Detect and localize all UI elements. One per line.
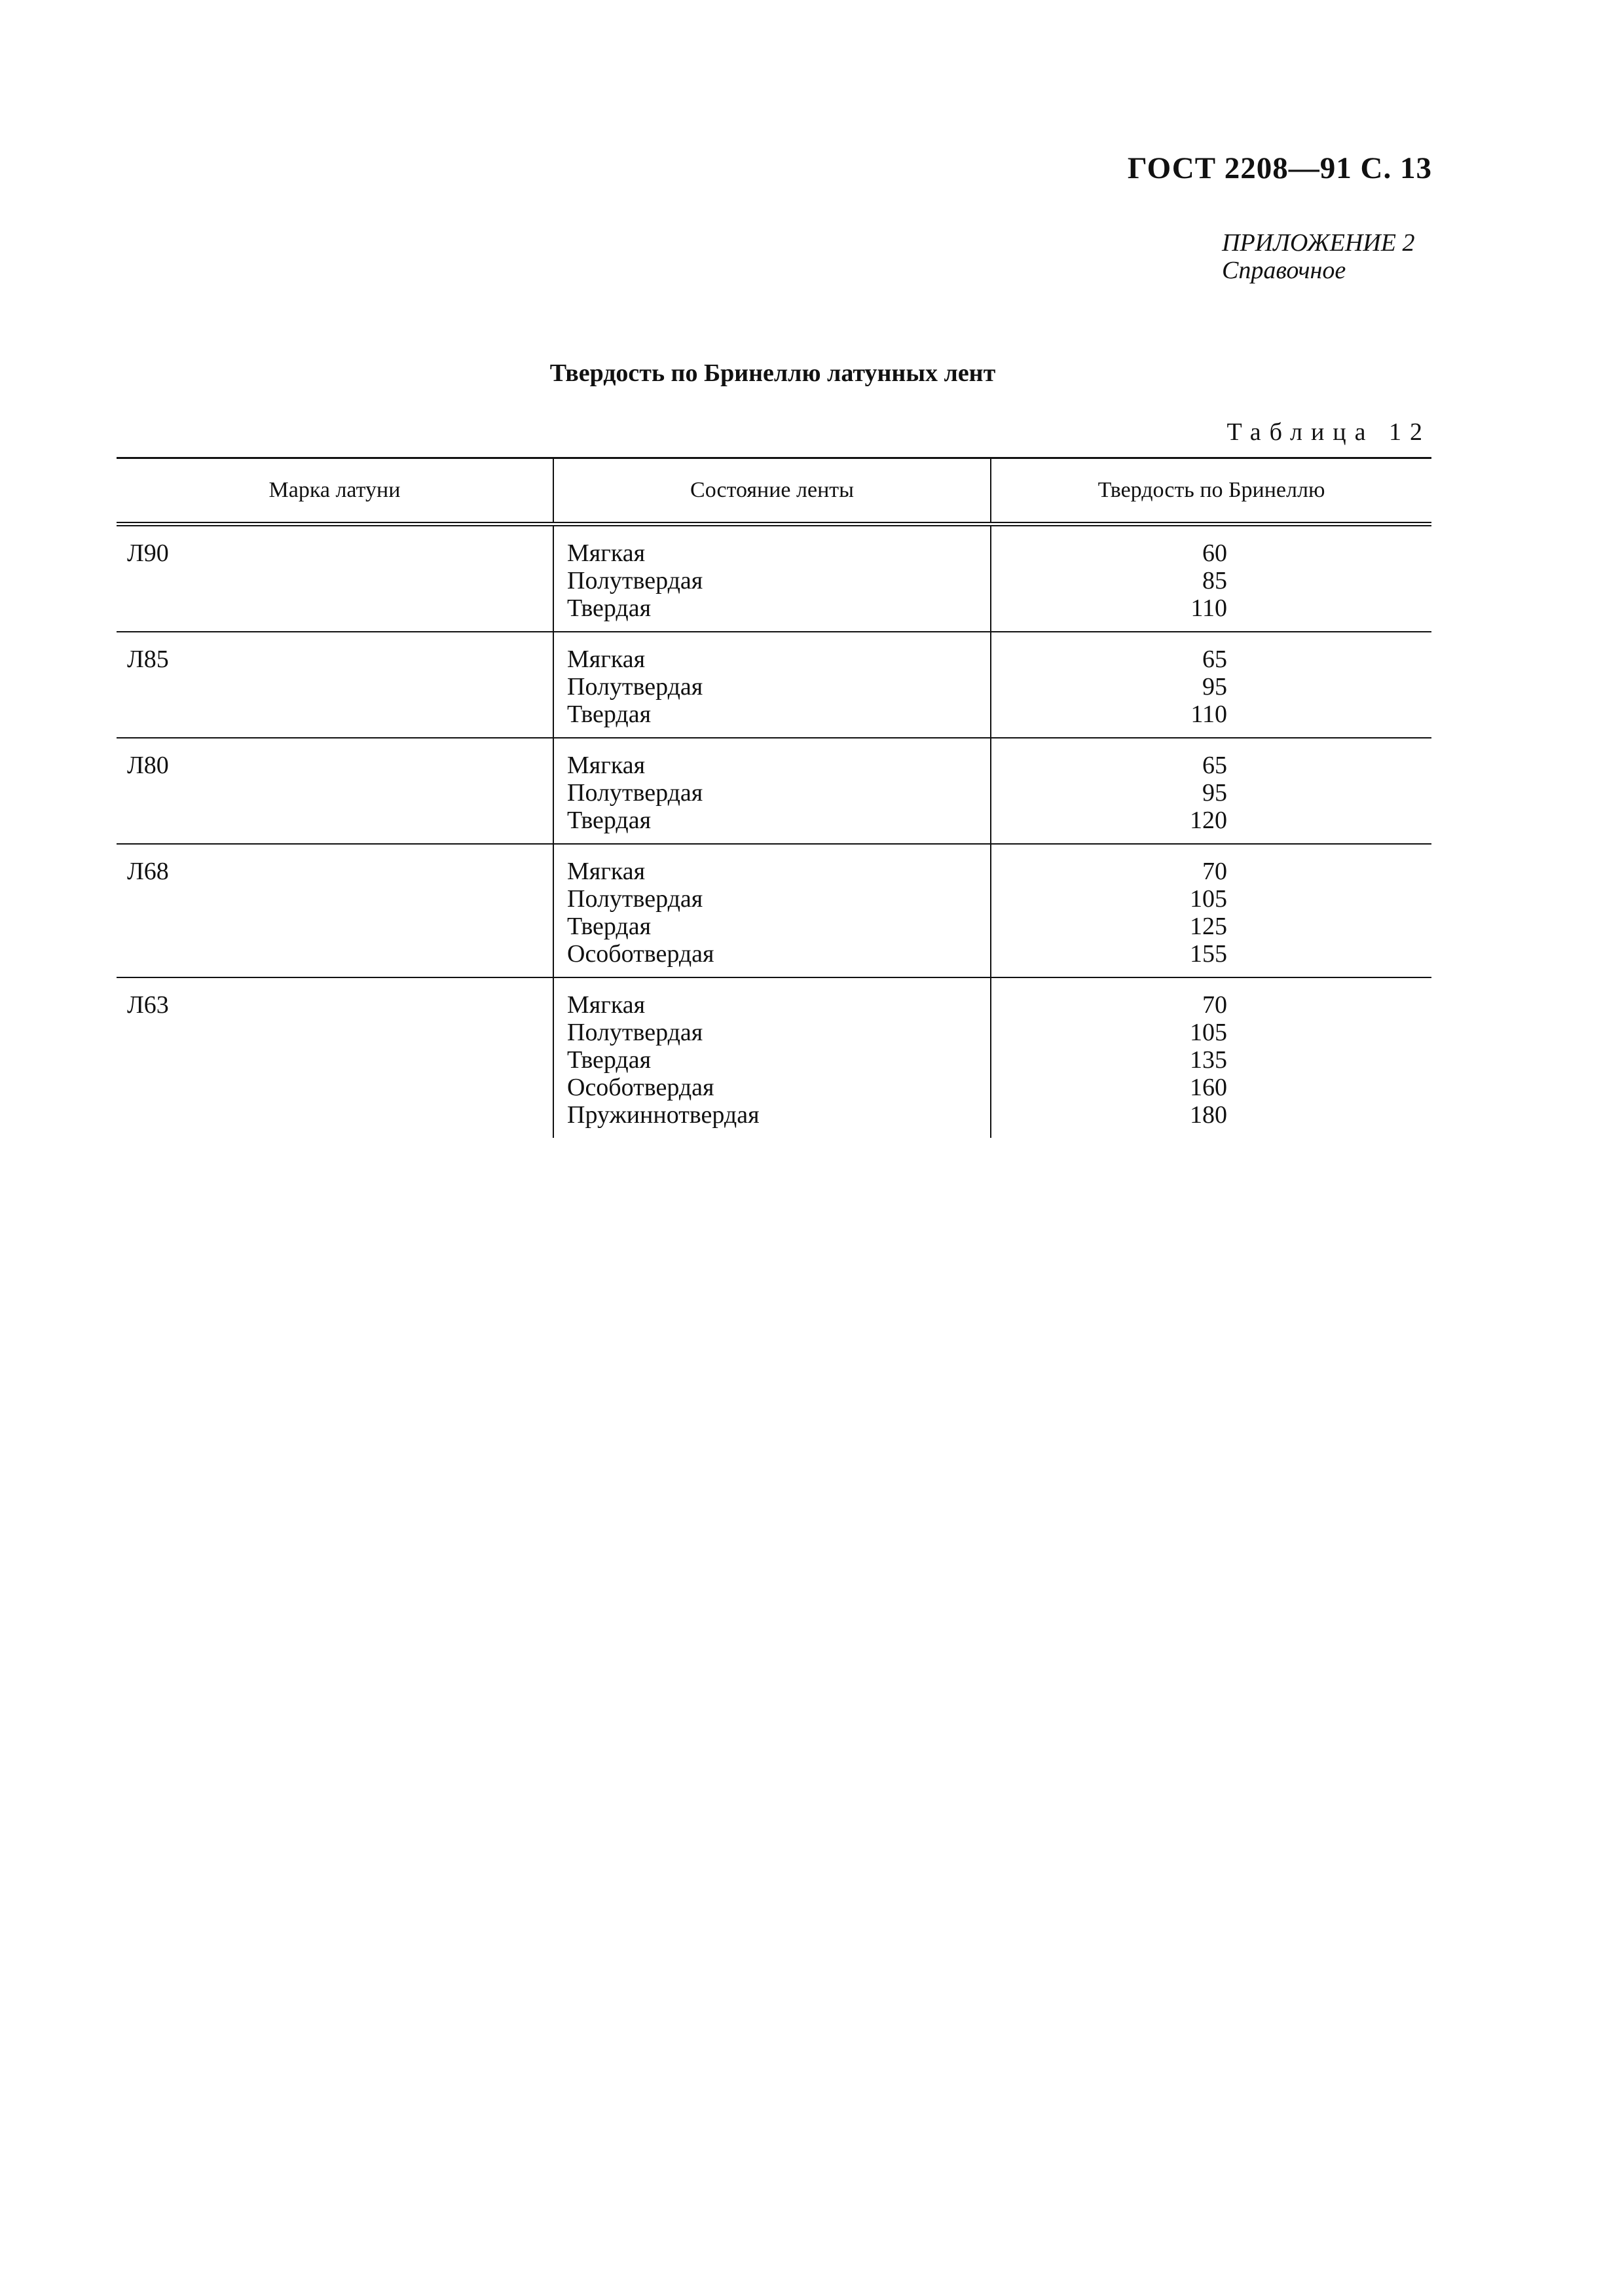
column-header-state: Состояние ленты bbox=[554, 459, 991, 522]
hardness-value-cell bbox=[991, 526, 1431, 631]
strip-state: Мягкая bbox=[567, 539, 646, 567]
hardness-value: 110 bbox=[1190, 594, 1227, 622]
strip-state: Мягкая bbox=[567, 991, 646, 1019]
hardness-value: 70 bbox=[1202, 858, 1227, 885]
hardness-value: 65 bbox=[1202, 646, 1227, 673]
table-row bbox=[117, 526, 1431, 632]
hardness-value: 95 bbox=[1202, 779, 1227, 807]
brass-grade-cell: Л68 bbox=[117, 845, 554, 977]
strip-state: Мягкая bbox=[567, 858, 646, 885]
strip-state: Особотвердая bbox=[567, 1074, 714, 1101]
table-title: Твердость по Бринеллю латунных лент bbox=[549, 359, 996, 387]
strip-state: Твердая bbox=[567, 807, 652, 834]
strip-state-cell bbox=[554, 526, 991, 631]
hardness-value: 155 bbox=[1190, 940, 1227, 968]
strip-state: Мягкая bbox=[567, 646, 646, 673]
hardness-value: 125 bbox=[1190, 913, 1227, 940]
hardness-value: 120 bbox=[1190, 807, 1227, 834]
strip-state-cell bbox=[554, 632, 991, 737]
brass-grade-cell: Л63 bbox=[117, 978, 554, 1138]
hardness-value: 85 bbox=[1202, 567, 1227, 594]
strip-state: Полутвердая bbox=[567, 885, 703, 913]
strip-state: Особотвердая bbox=[567, 940, 714, 968]
strip-state: Полутвердая bbox=[567, 567, 703, 594]
strip-state: Пружиннотвердая bbox=[567, 1101, 760, 1129]
strip-state: Твердая bbox=[567, 913, 652, 940]
table-row bbox=[117, 845, 1431, 978]
table-row bbox=[117, 978, 1431, 1138]
hardness-value: 135 bbox=[1190, 1046, 1227, 1074]
column-header-grade: Марка латуни bbox=[117, 459, 554, 522]
strip-state: Твердая bbox=[567, 701, 652, 728]
hardness-value: 95 bbox=[1202, 673, 1227, 701]
strip-state: Твердая bbox=[567, 1046, 652, 1074]
strip-state: Твердая bbox=[567, 594, 652, 622]
hardness-value: 110 bbox=[1190, 701, 1227, 728]
brass-grade-cell: Л85 bbox=[117, 632, 554, 737]
hardness-value: 105 bbox=[1190, 1019, 1227, 1046]
document-code: ГОСТ 2208—91 С. 13 bbox=[1127, 151, 1432, 185]
hardness-value: 65 bbox=[1202, 752, 1227, 779]
strip-state: Полутвердая bbox=[567, 673, 703, 701]
table-header bbox=[117, 457, 1431, 526]
table-row bbox=[117, 632, 1431, 738]
brass-grade-cell: Л90 bbox=[117, 526, 554, 631]
appendix-label: ПРИЛОЖЕНИЕ 2 bbox=[1222, 229, 1415, 257]
strip-state-cell bbox=[554, 978, 991, 1138]
column-header-hardness: Твердость по Бринеллю bbox=[1097, 478, 1325, 502]
strip-state: Полутвердая bbox=[567, 1019, 703, 1046]
hardness-value: 160 bbox=[1190, 1074, 1227, 1101]
hardness-value-cell bbox=[991, 632, 1431, 737]
strip-state-cell bbox=[554, 738, 991, 843]
hardness-value-cell bbox=[991, 978, 1431, 1138]
strip-state-cell bbox=[554, 845, 991, 977]
table-row bbox=[117, 738, 1431, 845]
table-body bbox=[117, 526, 1431, 1138]
strip-state: Полутвердая bbox=[567, 779, 703, 807]
hardness-value: 60 bbox=[1202, 539, 1227, 567]
appendix-block bbox=[1222, 229, 1414, 284]
strip-state: Мягкая bbox=[567, 752, 646, 779]
hardness-value: 105 bbox=[1190, 885, 1227, 913]
table-number: Таблица 12 bbox=[1226, 418, 1431, 446]
hardness-value: 70 bbox=[1202, 991, 1227, 1019]
hardness-value: 180 bbox=[1190, 1101, 1227, 1129]
hardness-table bbox=[117, 457, 1431, 1138]
appendix-type: Справочное bbox=[1222, 257, 1346, 284]
hardness-value-cell bbox=[991, 845, 1431, 977]
hardness-value-cell bbox=[991, 738, 1431, 843]
brass-grade-cell: Л80 bbox=[117, 738, 554, 843]
